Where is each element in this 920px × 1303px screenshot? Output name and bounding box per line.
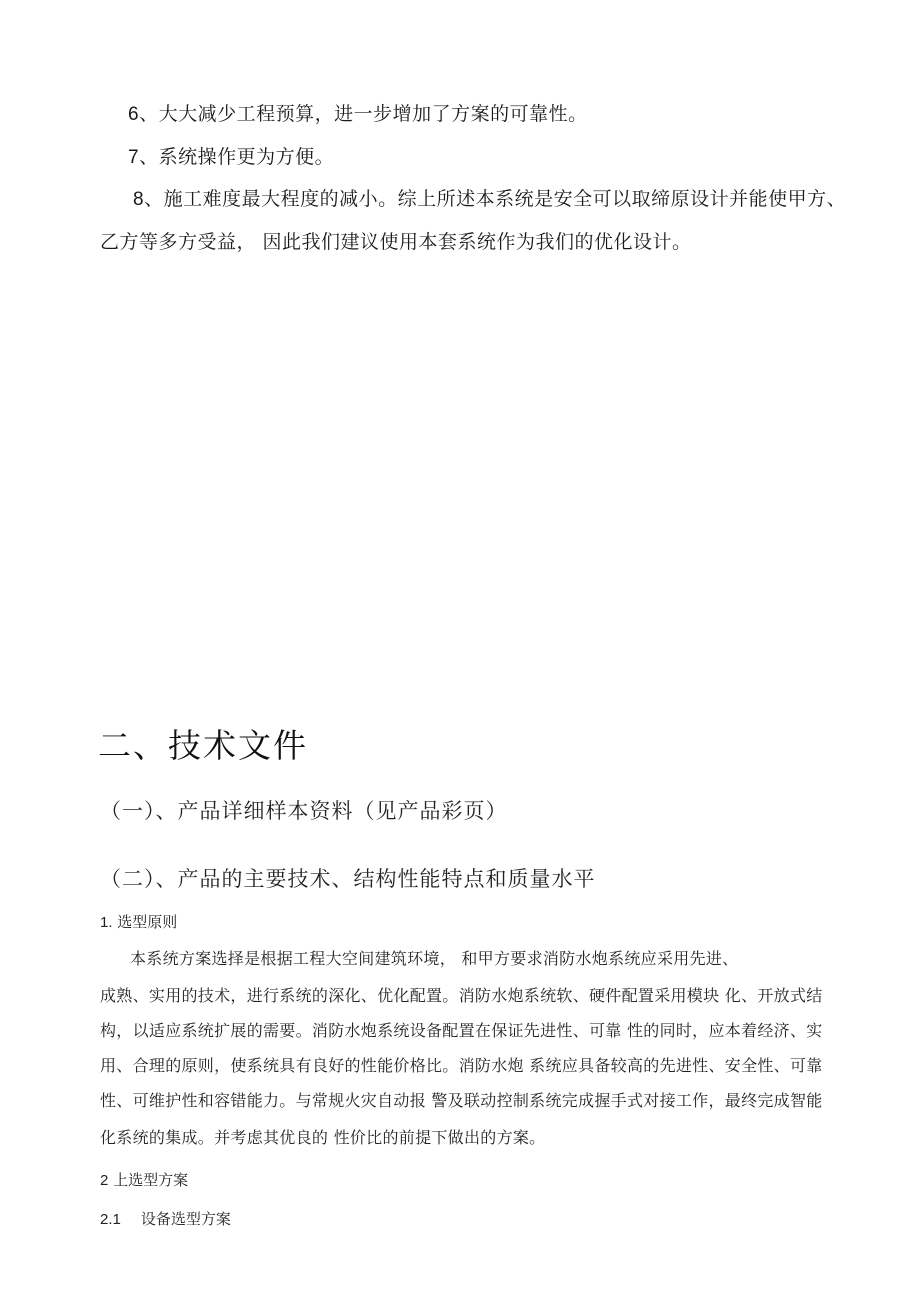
section-title: 二、技术文件: [98, 726, 308, 765]
paragraph-line-5: 性、可维护性和容错能力。与常规火灾自动报 警及联动控制系统完成握手式对接工作，最终完成智能: [100, 1091, 823, 1110]
heading-text: 上选型方案: [113, 1171, 189, 1189]
list-item-text: 、大大减少工程预算，进一步增加了方案的可靠性。: [139, 103, 588, 125]
heading-text: 设备选型方案: [140, 1210, 231, 1228]
subsection-product-samples: （一）、产品详细样本资料（见产品彩页）: [100, 799, 508, 823]
paragraph-line-2: 成熟、实用的技术，进行系统的深化、优化配置。消防水炮系统软、硬件配置采用模块 化、开放式结: [100, 986, 823, 1005]
list-item-text: 、系统操作更为方便。: [139, 146, 335, 168]
heading-number: 2.1: [100, 1211, 121, 1228]
heading-number: 1.: [100, 914, 113, 931]
list-item-6: [128, 99, 588, 126]
heading-selection-plan: [100, 1169, 188, 1190]
subsection-technical-features: （二）、产品的主要技术、结构性能特点和质量水平: [100, 867, 596, 891]
list-item-7: [128, 142, 334, 169]
list-item-8-continuation: 乙方等多方受益， 因此我们建议使用本套系统作为我们的优化设计。: [100, 231, 692, 253]
paragraph-line-6: 化系统的集成。并考虑其优良的 性价比的前提下做出的方案。: [100, 1128, 546, 1147]
list-item-number: 6: [128, 104, 140, 125]
paragraph-line-3: 构，以适应系统扩展的需要。消防水炮系统设备配置在保证先进性、可靠 性的同时，应本着经济、实: [100, 1021, 823, 1040]
list-item-number: 8: [133, 189, 145, 210]
heading-equipment-selection: [100, 1208, 231, 1229]
paragraph-line-4: 用、合理的原则，使系统具有良好的性能价格比。消防水炮 系统应具备较高的先进性、安全性、可靠: [100, 1056, 823, 1075]
heading-number: 2: [100, 1172, 109, 1189]
list-item-number: 7: [128, 147, 140, 168]
heading-text: 选型原则: [117, 913, 178, 931]
paragraph-line-1: 本系统方案选择是根据工程大空间建筑环境， 和甲方要求消防水炮系统应采用先进、: [130, 949, 739, 968]
list-item-8: [133, 184, 846, 211]
heading-selection-principle: [100, 911, 177, 932]
list-item-text: 、施工难度最大程度的减小。综上所述本系统是安全可以取缔原设计并能使甲方、: [144, 188, 847, 210]
